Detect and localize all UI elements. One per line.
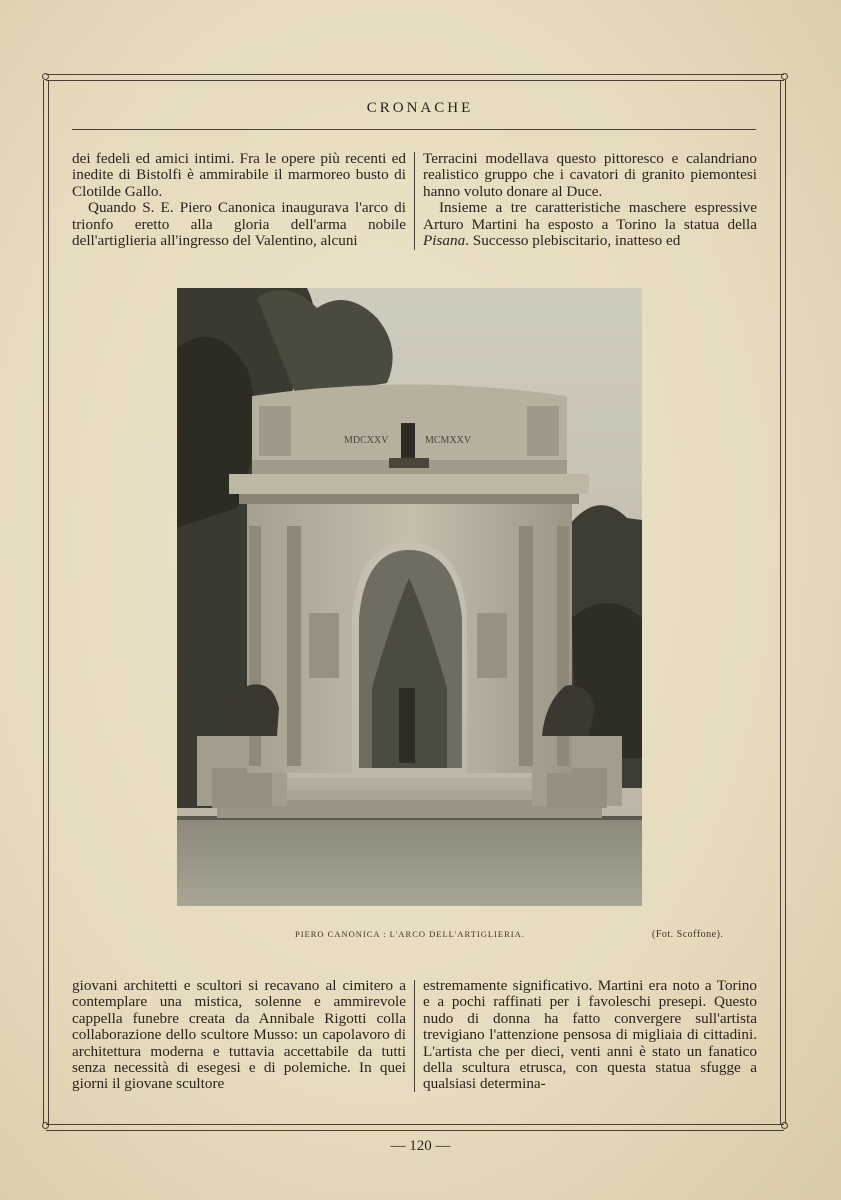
frame-corner-ornament xyxy=(781,73,788,80)
inscription-left: MDCXXV xyxy=(344,435,389,446)
paragraph-text: . Successo plebiscitario, inatteso ed xyxy=(465,232,681,250)
top-right-column xyxy=(423,151,757,249)
paragraph: estremamente significativo. Martini era noto a Torino e a pochi raffinati per i favoleschi presepi. Questo nudo di donna ha fatto convergere sull'artista trevigiano l'attenzione pensosa di migliaia di cittadini. L'artista che per dieci, venti anni è stato un fanatico della scultura etrusca, con questa statua sfugge a qualsiasi determina- xyxy=(423,977,757,1093)
paragraph-text: Insieme a tre caratteristiche maschere espressive Arturo Martini ha esposto a Torino la statua della xyxy=(423,199,757,233)
paragraph xyxy=(423,200,757,249)
artwork-title: Pisana xyxy=(423,232,466,250)
frame-corner-ornament xyxy=(42,1122,49,1129)
paragraph: giovani architetti e scultori si recavano al cimitero a contemplare una mistica, solenne e ammirevole cappella funebre creata da Annibale Rigotti colla collaborazione dello scultore Musso: un capolavoro di architettura moderna e tuttavia accettabile da tutti senza necessità di esegesi e di polemiche. In quei giorni il giovane scultore xyxy=(72,977,406,1093)
column-divider xyxy=(414,980,415,1092)
header-rule xyxy=(72,129,756,130)
frame-bottom-rule xyxy=(46,1124,784,1131)
frame-corner-ornament xyxy=(42,73,49,80)
bottom-left-column xyxy=(72,978,406,1093)
paragraph: Quando S. E. Piero Canonica inaugurava l'arco di trionfo eretto alla gloria dell'arma nobile dell'artiglieria all'ingresso del Valentino, alcuni xyxy=(72,199,406,250)
inscription-right: MCMXXV xyxy=(425,435,472,446)
page-number: — 120 — xyxy=(390,1138,451,1154)
running-header: CRONACHE xyxy=(366,100,474,116)
paragraph: dei fedeli ed amici intimi. Fra le opere più recenti ed inedite di Bistolfi è ammirabile il marmoreo busto di Clotilde Gallo. xyxy=(72,150,406,200)
frame-top-rule xyxy=(46,74,784,81)
photograph-arch-of-artillery xyxy=(177,288,642,906)
top-left-column xyxy=(72,151,406,249)
paragraph: Terracini modellava questo pittoresco e calandriano realistico gruppo che i cavatori di granito piemontesi hanno voluto donare al Duce. xyxy=(423,150,757,200)
frame-corner-ornament xyxy=(781,1122,788,1129)
photo-credit: (Fot. Scoffone). xyxy=(652,929,724,940)
photo-caption: PIERO CANONICA : L'ARCO DELL'ARTIGLIERIA. xyxy=(295,929,525,939)
frame-right-rule xyxy=(780,80,786,1124)
frame-left-rule xyxy=(43,80,49,1124)
bottom-right-column xyxy=(423,978,757,1093)
column-divider xyxy=(414,152,415,250)
